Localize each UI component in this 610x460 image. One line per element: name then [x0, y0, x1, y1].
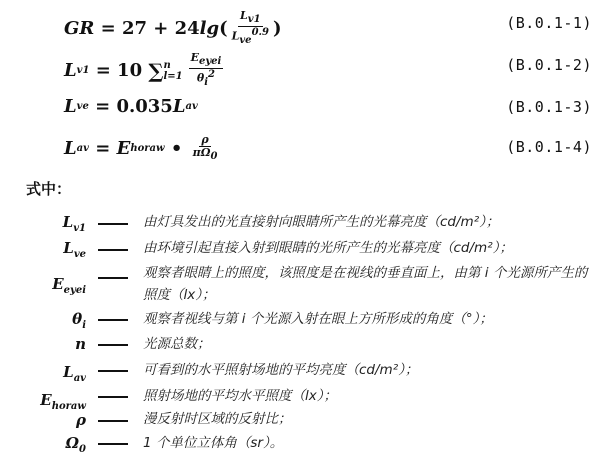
- definition-ehoraw: 照射场地的平均水平照度（lx）；: [143, 388, 337, 404]
- definition-theta: 观察者视线与第 i 个光源入射在眼上方所形成的角度（°）；: [143, 311, 493, 327]
- symbol-ehoraw: $E_{horaw}$: [40, 391, 86, 412]
- definition-lav: 可看到的水平照射场地的平均亮度（cd/m²）；: [143, 362, 419, 378]
- dash: [98, 223, 128, 225]
- equation-gr: GR = 27 + 24 lg ( $\frac{L_{v1}}{L_{ve}^{0.9}}$ ): [64, 9, 282, 47]
- definition-lv1: 由灯具发出的光直接射向眼睛所产生的光幕亮度（cd/m²）；: [143, 214, 500, 230]
- dash: [98, 344, 128, 346]
- symbol-eeyei: $E_{eyei}$: [52, 275, 86, 296]
- dash: [98, 370, 128, 372]
- symbol-lve: $L_{ve}$: [63, 239, 86, 260]
- dash: [98, 396, 128, 398]
- equation-lv1: L v1 = 10 ∑ n l=1 $\frac{E_{eyei}}{\theta_i^2}$: [64, 51, 222, 89]
- definition-n: 光源总数；: [143, 336, 211, 352]
- where-label: 式中：: [26, 180, 72, 198]
- dash: [98, 319, 128, 321]
- equation-number: (B.0.1-4): [506, 138, 592, 156]
- dash: [98, 249, 128, 251]
- equation-lav: L av = E horaw • $\frac{\rho}{\pi\Omega_0}$: [64, 133, 218, 163]
- fraction: $\frac{E_{eyei}}{\theta_i^2}$: [190, 51, 222, 89]
- equation-number: (B.0.1-2): [506, 56, 592, 74]
- equation-lve: L ve = 0.035 L av: [64, 96, 198, 117]
- dash: [98, 420, 128, 422]
- fraction: $\frac{\rho}{\pi\Omega_0}$: [192, 133, 218, 163]
- definition-omega: 1 个单位立体角（sr）。: [143, 435, 284, 451]
- definition-rho: 漫反射时区域的反射比；: [143, 411, 292, 427]
- definition-eeyei: 观察者眼睛上的照度，该照度是在视线的垂直面上，由第 i 个光源所产生的照度（lx）；: [143, 265, 588, 303]
- symbol-lv1: $L_{v1}$: [62, 213, 86, 234]
- symbol-theta: $\theta_i$: [72, 310, 86, 331]
- definition-lve: 由环境引起直接入射到眼睛的光所产生的光幕亮度（cd/m²）；: [143, 240, 513, 256]
- symbol-lav: $L_{av}$: [63, 363, 86, 384]
- equation-number: (B.0.1-1): [506, 14, 592, 32]
- equation-number: (B.0.1-3): [506, 98, 592, 116]
- fraction: $\frac{L_{v1}}{L_{ve}^{0.9}}$: [231, 9, 269, 47]
- symbol-rho: ρ: [76, 411, 86, 429]
- dash: [98, 277, 128, 279]
- dash: [98, 443, 128, 445]
- symbol-omega: $\Omega_0$: [65, 434, 86, 455]
- symbol-n: n: [75, 335, 86, 353]
